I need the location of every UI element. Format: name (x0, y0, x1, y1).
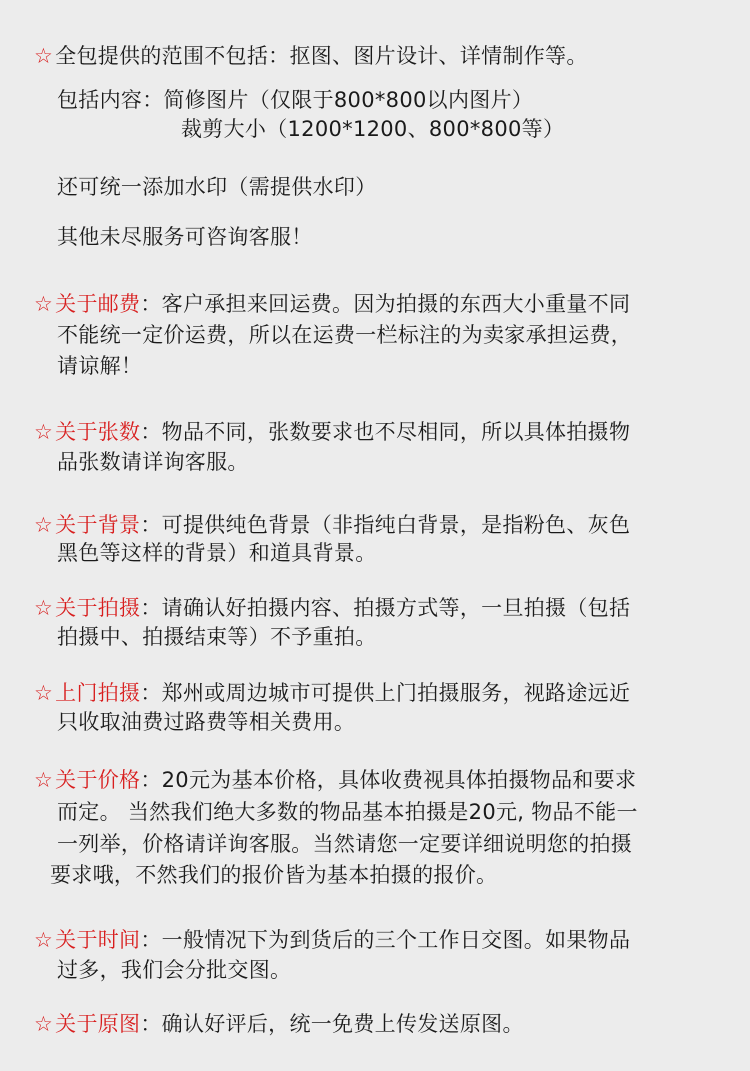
star-icon: ☆ (34, 681, 54, 705)
background-line-2: 黑色等这样的背景）和道具背景。 (57, 541, 377, 565)
postage-line-2: 不能统一定价运费，所以在运费一栏标注的为卖家承担运费， (57, 323, 633, 347)
price-line-4: 要求哦，不然我们的报价皆为基本拍摄的报价。 (50, 863, 498, 887)
time-text-1: ：一般情况下为到货后的三个工作日交图。如果物品 (140, 928, 631, 952)
price-line-2: 而定。 当然我们绝大多数的物品基本拍摄是20元, 物品不能一 (57, 800, 638, 824)
intro-line-2: 包括内容：简修图片（仅限于800*800以内图片） (57, 88, 534, 112)
section-title-onsite: 上门拍摄 (55, 681, 141, 705)
onsite-line-2: 只收取油费过路费等相关费用。 (57, 710, 356, 734)
section-title-price: 关于价格 (55, 768, 141, 792)
section-title-postage: 关于邮费 (55, 292, 141, 316)
count-text-1: ：物品不同，张数要求也不尽相同，所以具体拍摄物 (140, 420, 631, 444)
postage-line-3: 请谅解！ (57, 354, 143, 378)
star-icon: ☆ (34, 420, 54, 444)
original-line-1 (34, 1009, 524, 1039)
intro-text-1: 全包提供的范围不包括：抠图、图片设计、详情制作等。 (55, 44, 588, 68)
postage-text-1: ：客户承担来回运费。因为拍摄的东西大小重量不同 (140, 292, 631, 316)
shooting-text-1: ：请确认好拍摄内容、拍摄方式等，一旦拍摄（包括 (140, 596, 631, 620)
time-line-2: 过多，我们会分批交图。 (57, 958, 292, 982)
star-icon: ☆ (34, 513, 54, 537)
section-title-count: 关于张数 (55, 420, 141, 444)
section-title-original: 关于原图 (55, 1012, 141, 1036)
section-title-background: 关于背景 (55, 513, 141, 537)
star-icon: ☆ (34, 596, 54, 620)
original-text-1: ：确认好评后，统一免费上传发送原图。 (140, 1012, 524, 1036)
star-icon: ☆ (34, 928, 54, 952)
price-line-1 (34, 765, 636, 795)
price-line-3: 一列举，价格请详询客服。当然请您一定要详细说明您的拍摄 (57, 832, 633, 856)
intro-line-1 (34, 41, 588, 71)
intro-line-3: 裁剪大小（1200*1200、800*800等） (181, 117, 565, 141)
intro-line-4: 还可统一添加水印（需提供水印） (57, 175, 377, 199)
section-title-time: 关于时间 (55, 928, 141, 952)
shooting-line-1 (34, 593, 630, 623)
star-icon: ☆ (34, 44, 54, 68)
background-text-1: ：可提供纯色背景（非指纯白背景，是指粉色、灰色 (140, 513, 631, 537)
count-line-1 (34, 417, 630, 447)
price-text-1: ：20元为基本价格，具体收费视具体拍摄物品和要求 (140, 768, 637, 792)
intro-line-5: 其他未尽服务可咨询客服！ (57, 225, 313, 249)
background-line-1 (34, 510, 630, 540)
star-icon: ☆ (34, 768, 54, 792)
onsite-line-1 (34, 678, 630, 708)
shooting-line-2: 拍摄中、拍摄结束等）不予重拍。 (57, 625, 377, 649)
time-line-1 (34, 925, 630, 955)
star-icon: ☆ (34, 292, 54, 316)
star-icon: ☆ (34, 1012, 54, 1036)
section-title-shooting: 关于拍摄 (55, 596, 141, 620)
count-line-2: 品张数请详询客服。 (57, 450, 249, 474)
postage-line-1 (34, 289, 630, 319)
onsite-text-1: ：郑州或周边城市可提供上门拍摄服务，视路途远近 (140, 681, 631, 705)
